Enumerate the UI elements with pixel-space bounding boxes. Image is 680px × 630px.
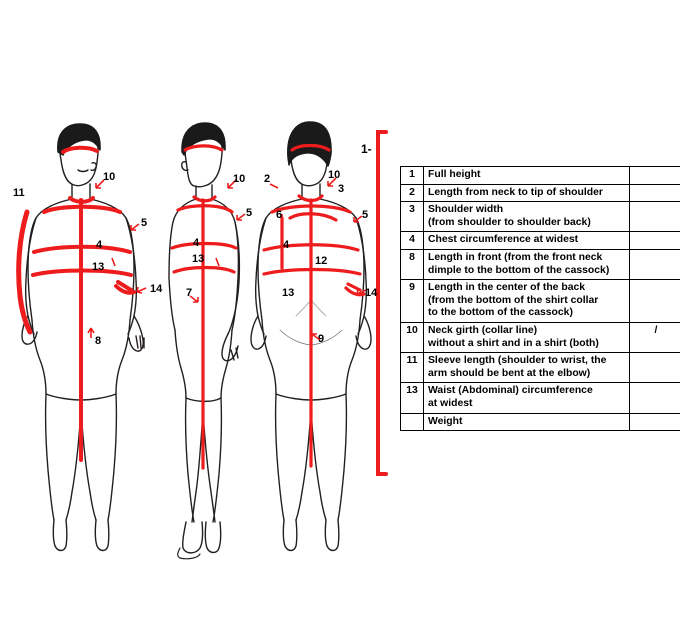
measurement-label-line: Weight (428, 415, 463, 427)
measurement-label-line: Sleeve length (shoulder to wrist, the (428, 355, 607, 367)
annot-back-14: 14 (365, 287, 378, 299)
annot-front-5: 5 (141, 217, 148, 229)
measurement-label-line: (from shoulder to shoulder back) (428, 216, 591, 228)
measurement-label (424, 232, 630, 250)
measurement-number: 11 (401, 353, 424, 383)
measurement-label-line: at widest (428, 397, 473, 409)
measurement-label-line: without a shirt and in a shirt (both) (428, 337, 599, 349)
annot-back-5: 5 (362, 209, 369, 221)
measurement-number (401, 413, 424, 431)
table-row (401, 383, 680, 413)
annot-side-10: 10 (233, 173, 246, 185)
measurement-label-line: dimple to the bottom of the cassock) (428, 264, 610, 276)
table-row (401, 232, 680, 250)
front-head-line (63, 148, 97, 152)
measurement-label-line: Length from neck to tip of shoulder (428, 186, 603, 198)
measurement-value-input[interactable] (630, 413, 680, 431)
table-row (401, 249, 680, 279)
measurement-label-line: Shoulder width (428, 204, 504, 216)
table-row (401, 202, 680, 232)
table-row (401, 280, 680, 323)
annot-front-13: 13 (92, 261, 105, 273)
measurement-label (424, 353, 630, 383)
annot-back-4: 4 (283, 239, 290, 251)
table-row (401, 167, 680, 185)
measurement-label (424, 249, 630, 279)
annot-side-7: 7 (186, 287, 193, 299)
measurement-value-input[interactable] (630, 353, 680, 383)
table-row (401, 413, 680, 431)
measurement-label-line: to the bottom of the cassock) (428, 307, 573, 319)
measurement-value-input[interactable]: / (630, 322, 680, 352)
measurement-value-input[interactable] (630, 167, 680, 185)
annot-back-2: 2 (264, 173, 271, 185)
measurement-number: 2 (401, 184, 424, 202)
measurement-value-input[interactable] (630, 249, 680, 279)
measurement-label-line: Neck girth (collar line) (428, 324, 538, 336)
measurement-number: 8 (401, 249, 424, 279)
table-row (401, 184, 680, 202)
annot-front-14: 14 (150, 283, 163, 295)
measurement-value-input[interactable] (630, 383, 680, 413)
annot-back-10: 10 (328, 169, 341, 181)
measurement-value-input[interactable] (630, 232, 680, 250)
annot-front-8: 8 (95, 335, 102, 347)
measurement-label (424, 202, 630, 232)
measurement-label (424, 184, 630, 202)
table-row (401, 322, 680, 352)
measurement-value-input[interactable] (630, 184, 680, 202)
annot-back-3: 3 (338, 183, 345, 195)
measurement-number: 13 (401, 383, 424, 413)
measurement-label-line: Full height (428, 169, 481, 180)
measurement-number: 9 (401, 280, 424, 323)
measurement-label-line: Waist (Abdominal) circumference (428, 385, 593, 397)
annot-front-11: 11 (13, 187, 25, 199)
measurement-number: 10 (401, 322, 424, 352)
measurement-label (424, 383, 630, 413)
annot-side-5: 5 (246, 207, 253, 219)
measurement-value-input[interactable] (630, 202, 680, 232)
annot-side-13: 13 (192, 253, 205, 265)
annot-back-6: 6 (276, 209, 283, 221)
annot-back-12: 12 (315, 255, 328, 267)
measurements-table (400, 166, 680, 431)
measurement-label-line: Chest circumference at widest (428, 234, 579, 246)
annot-back-9: 9 (318, 333, 325, 345)
measurement-value-input[interactable] (630, 280, 680, 323)
table-row (401, 353, 680, 383)
measurement-number: 3 (401, 202, 424, 232)
measurement-label-line: (from the bottom of the shirt collar (428, 294, 599, 306)
measurement-label-line: arm should be bent at the elbow) (428, 367, 591, 379)
measurement-label (424, 322, 630, 352)
annot-side-4: 4 (193, 237, 200, 249)
measurement-number: 4 (401, 232, 424, 250)
measurement-label-line: Length in front (from the front neck (428, 251, 603, 263)
annot-back-13: 13 (282, 287, 295, 299)
measurement-label (424, 167, 630, 185)
measurement-label (424, 413, 630, 431)
measurements-table-body (401, 167, 680, 431)
measurement-label-line: Length in the center of the back (428, 282, 586, 294)
bracket-label: 1- (361, 142, 372, 156)
annot-front-4: 4 (96, 239, 103, 251)
measurement-number: 1 (401, 167, 424, 185)
annot-front-10: 10 (103, 171, 116, 183)
measurement-label (424, 280, 630, 323)
